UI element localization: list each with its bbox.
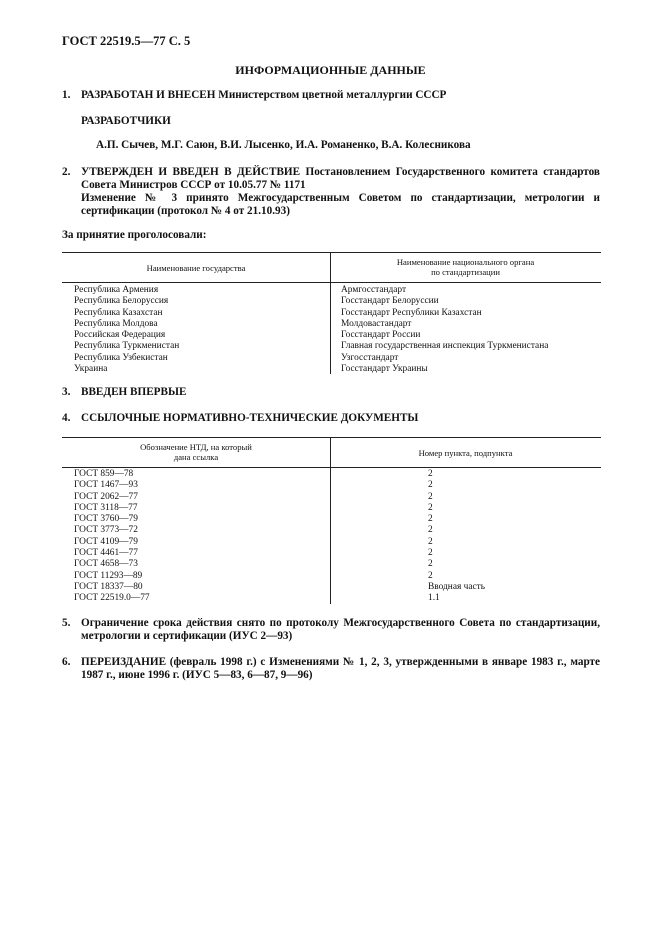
clause-col-header: Номер пункта, подпункта xyxy=(418,448,513,458)
section-1-lead: РАЗРАБОТАН И ВНЕСЕН xyxy=(81,89,216,101)
section-2-number: 2. xyxy=(62,166,71,178)
table-row: 2 xyxy=(428,548,433,559)
table-row: Республика Белоруссия xyxy=(74,296,169,307)
table-row: 2 xyxy=(428,514,433,525)
section-4-number: 4. xyxy=(62,412,71,424)
bodies-col-header-line1: Наименование национального органа xyxy=(396,257,535,267)
table-row: Российская Федерация xyxy=(74,330,166,341)
table-row: ГОСТ 3760—79 xyxy=(74,514,138,525)
table-row: Госстандарт России xyxy=(341,330,421,341)
ntd-col-header-line1: Обозначение НТД, на который xyxy=(140,442,252,452)
table-row: Республика Туркменистан xyxy=(74,341,180,352)
table-row: Узгосстандарт xyxy=(341,352,399,363)
developers-list: А.П. Сычев, М.Г. Саюн, В.И. Лысенко, И.А. Романенко, В.А. Колесникова xyxy=(96,139,471,151)
table-row: Госстандарт Республики Казахстан xyxy=(341,307,482,318)
table-row: Армгосстандарт xyxy=(341,285,407,295)
table-row: 2 xyxy=(428,536,433,547)
table-row: 1.1 xyxy=(428,593,440,604)
table-row: ГОСТ 1467—93 xyxy=(74,480,138,491)
table-row: Молдовастандарт xyxy=(341,318,412,329)
table-row: ГОСТ 3118—77 xyxy=(74,502,138,513)
table-row: Республика Казахстан xyxy=(74,307,163,318)
clause-column xyxy=(428,469,485,605)
section-1-text xyxy=(81,89,446,102)
table-row: 2 xyxy=(428,469,433,479)
table-row: 2 xyxy=(428,559,433,570)
ntd-col-header xyxy=(62,442,330,462)
section-6-text: ПЕРЕИЗДАНИЕ (февраль 1998 г.) с Изменениями № 1, 2, 3, утвержденными в январе 1983 г., марте 1987 г., июне 1996 г. (ИУС 5—83, 6—87, 9—96) xyxy=(81,656,600,681)
table-row: Главная государственная инспекция Туркменистана xyxy=(341,341,549,352)
section-2-lead: УТВЕРЖДЕН И ВВЕДЕН В ДЕЙСТВИЕ xyxy=(81,166,301,178)
table-row: Республика Узбекистан xyxy=(74,352,168,363)
states-column xyxy=(74,285,179,375)
table-row: ГОСТ 22519.0—77 xyxy=(74,593,150,604)
section-4-text: ССЫЛОЧНЫЕ НОРМАТИВНО-ТЕХНИЧЕСКИЕ ДОКУМЕНТЫ xyxy=(81,412,419,424)
ntd-column xyxy=(74,469,150,605)
table-row: Госстандарт Белоруссии xyxy=(341,296,439,307)
section-3-text: ВВЕДЕН ВПЕРВЫЕ xyxy=(81,386,187,398)
voted-label: За принятие проголосовали: xyxy=(62,229,207,241)
section-1-number: 1. xyxy=(62,89,71,101)
section-5-text: Ограничение срока действия снято по протоколу Межгосударственного Совета по стандартизации, метрологии и сертификации (ИУС 2—93) xyxy=(81,617,600,642)
table-row: Госстандарт Украины xyxy=(341,364,428,375)
section-6-number: 6. xyxy=(62,656,71,668)
table-row: Республика Армения xyxy=(74,285,159,295)
section-2-text xyxy=(81,166,600,192)
table-row: ГОСТ 859—78 xyxy=(74,469,134,479)
section-2-change: Изменение № 3 принято Межгосударственным Советом по стандартизации, метрологии и сертификации (протокол № 4 от 21.10.93) xyxy=(81,192,600,217)
table-row: Вводная часть xyxy=(428,581,486,592)
table-row: 2 xyxy=(428,502,433,513)
section-3-number: 3. xyxy=(62,386,71,398)
developers-label: РАЗРАБОТЧИКИ xyxy=(81,115,171,127)
table-row: ГОСТ 3773—72 xyxy=(74,525,138,536)
table-row: 2 xyxy=(428,480,433,491)
table-row: ГОСТ 4461—77 xyxy=(74,548,138,559)
table-row: ГОСТ 18337—80 xyxy=(74,581,143,592)
page-title: ИНФОРМАЦИОННЫЕ ДАННЫЕ xyxy=(235,63,426,77)
states-col-header: Наименование государства xyxy=(146,263,246,273)
table-row: ГОСТ 11293—89 xyxy=(74,570,143,581)
bodies-col-header-line2: по стандартизации xyxy=(431,267,500,277)
section-5-number: 5. xyxy=(62,617,71,629)
table-row: 2 xyxy=(428,491,433,502)
table-row: ГОСТ 4658—73 xyxy=(74,559,138,570)
ntd-col-header-line2: дана ссылка xyxy=(173,452,219,462)
section-1-rest: Министерством цветной металлургии СССР xyxy=(215,89,447,101)
bodies-col-header xyxy=(330,257,601,277)
section-2-rest: Постановлением Государственного комитета стандартов Совета Министров СССР от 10.05.77 № 1171 xyxy=(81,166,600,191)
table-row: Республика Молдова xyxy=(74,318,158,329)
table-row: 2 xyxy=(428,570,433,581)
bodies-column xyxy=(341,285,548,375)
page-header: ГОСТ 22519.5—77 С. 5 xyxy=(62,34,191,48)
table-row: 2 xyxy=(428,525,433,536)
table-row: Украина xyxy=(74,364,108,375)
table-row: ГОСТ 2062—77 xyxy=(74,491,138,502)
table-row: ГОСТ 4109—79 xyxy=(74,536,138,547)
